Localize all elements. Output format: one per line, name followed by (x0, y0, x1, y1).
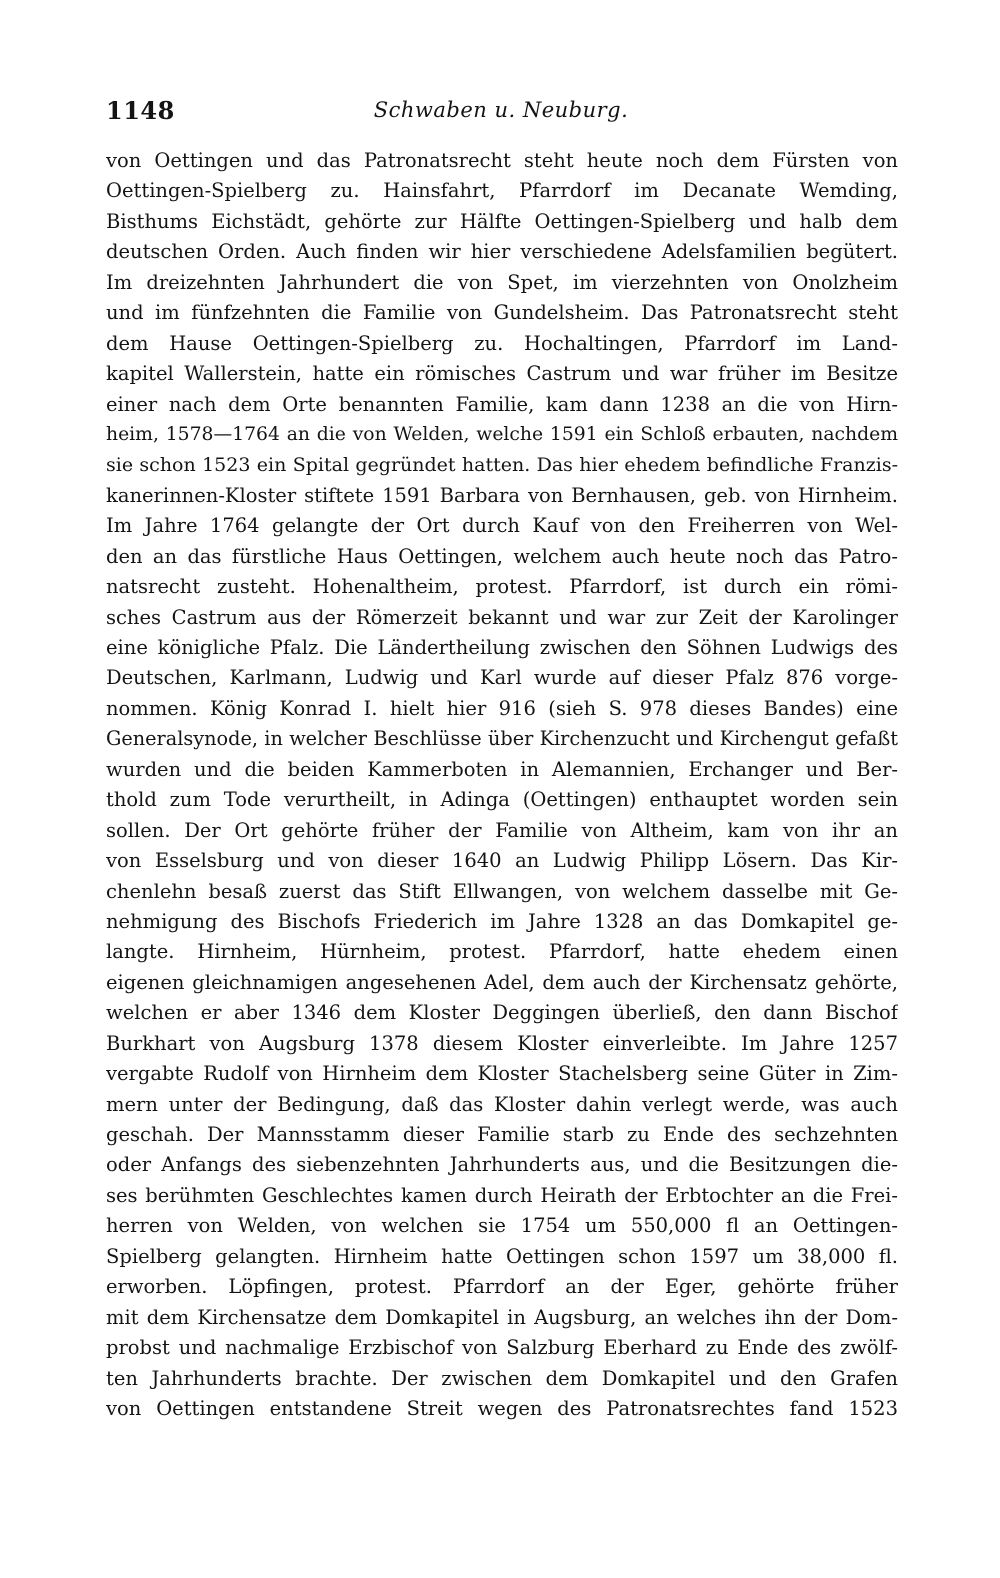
text-line: mern unter der Bedingung, daß das Kloster dahin verlegt werde, was auch (106, 1092, 898, 1116)
text-line: Bisthums Eichstädt, gehörte zur Hälfte Oettingen-Spielberg und halb dem (106, 209, 898, 233)
text-line: nommen. König Konrad I. hielt hier 916 (sieh S. 978 dieses Bandes) eine (106, 696, 898, 720)
text-line: probst und nachmalige Erzbischof von Salzburg Eberhard zu Ende des zwölf- (106, 1336, 898, 1360)
text-line: mit dem Kirchensatze dem Domkapitel in Augsburg, an welches ihn der Dom- (106, 1305, 898, 1329)
text-line: und im fünfzehnten die Familie von Gundelsheim. Das Patronatsrecht steht (106, 301, 898, 325)
text-line: erworben. Löpfingen, protest. Pfarrdorf an der Eger, gehörte früher (106, 1275, 898, 1299)
text-line: oder Anfangs des siebenzehnten Jahrhunderts aus, und die Besitzungen die- (106, 1153, 898, 1177)
text-line: herren von Welden, von welchen sie 1754 um 550,000 fl an Oettingen- (106, 1214, 898, 1238)
text-line: vergabte Rudolf von Hirnheim dem Kloster Stachelsberg seine Güter in Zim- (106, 1062, 898, 1086)
text-line: Burkhart von Augsburg 1378 diesem Kloster einverleibte. Im Jahre 1257 (106, 1031, 898, 1055)
text-line: nehmigung des Bischofs Friederich im Jahre 1328 an das Domkapitel ge- (106, 909, 898, 933)
text-line: von Oettingen entstandene Streit wegen des Patronatsrechtes fand 1523 (106, 1396, 898, 1420)
text-line: natsrecht zusteht. Hohenaltheim, protest. Pfarrdorf, ist durch ein römi- (106, 575, 898, 599)
text-line: Im dreizehnten Jahrhundert die von Spet, im vierzehnten von Onolzheim (106, 270, 898, 294)
text-line: einer nach dem Orte benannten Familie, kam dann 1238 an die von Hirn- (106, 392, 898, 416)
page-header (106, 96, 896, 136)
text-line: deutschen Orden. Auch finden wir hier verschiedene Adelsfamilien begütert. (106, 240, 898, 264)
text-line: kanerinnen-Kloster stiftete 1591 Barbara von Bernhausen, geb. von Hirnheim. (106, 483, 898, 507)
text-line: von Oettingen und das Patronatsrecht steht heute noch dem Fürsten von (106, 149, 898, 172)
page-number: 1148 (106, 96, 175, 125)
text-line: sollen. Der Ort gehörte früher der Familie von Altheim, kam von ihr an (106, 818, 898, 842)
text-line: thold zum Tode verurtheilt, in Adinga (Oettingen) enthauptet worden sein (106, 788, 898, 812)
text-line: Deutschen, Karlmann, Ludwig und Karl wurde auf dieser Pfalz 876 vorge- (106, 666, 898, 690)
text-line: welchen er aber 1346 dem Kloster Deggingen überließ, den dann Bischof (106, 1001, 898, 1025)
text-line: heim, 1578—1764 an die von Welden, welche 1591 ein Schloß erbauten, nachdem (106, 423, 898, 445)
text-line: Im Jahre 1764 gelangte der Ort durch Kauf von den Freiherren von Wel- (106, 514, 898, 538)
text-line: ses berühmten Geschlechtes kamen durch Heirath der Erbtochter an die Frei- (106, 1183, 898, 1207)
text-line: Spielberg gelangten. Hirnheim hatte Oettingen schon 1597 um 38,000 fl. (106, 1244, 898, 1268)
body-text (106, 146, 898, 1424)
text-line: dem Hause Oettingen-Spielberg zu. Hochaltingen, Pfarrdorf im Land- (106, 331, 898, 355)
text-line: den an das fürstliche Haus Oettingen, welchem auch heute noch das Patro- (106, 544, 898, 568)
text-line: wurden und die beiden Kammerboten in Alemannien, Erchanger und Ber- (106, 757, 898, 781)
text-line: eigenen gleichnamigen angesehenen Adel, dem auch der Kirchensatz gehörte, (106, 970, 898, 994)
text-line: sches Castrum aus der Römerzeit bekannt und war zur Zeit der Karolinger (106, 605, 898, 629)
text-line: geschah. Der Mannsstamm dieser Familie starb zu Ende des sechzehnten (106, 1123, 898, 1146)
text-line: Oettingen-Spielberg zu. Hainsfahrt, Pfarrdorf im Decanate Wemding, (106, 179, 898, 203)
running-title: Schwaben u. Neuburg. (373, 98, 629, 122)
text-line: von Esselsburg und von dieser 1640 an Ludwig Philipp Lösern. Das Kir- (106, 849, 898, 873)
text-line: chenlehn besaß zuerst das Stift Ellwangen, von welchem dasselbe mit Ge- (106, 879, 898, 903)
text-line: Generalsynode, in welcher Beschlüsse über Kirchenzucht und Kirchengut gefaßt (106, 727, 898, 751)
text-line: ten Jahrhunderts brachte. Der zwischen dem Domkapitel und den Grafen (106, 1366, 898, 1390)
text-line: langte. Hirnheim, Hürnheim, protest. Pfarrdorf, hatte ehedem einen (106, 940, 898, 964)
text-line: eine königliche Pfalz. Die Ländertheilung zwischen den Söhnen Ludwigs des (106, 636, 898, 659)
text-line: kapitel Wallerstein, hatte ein römisches Castrum und war früher im Besitze (106, 362, 898, 386)
text-line: sie schon 1523 ein Spital gegründet hatten. Das hier ehedem befindliche Franzis- (106, 454, 898, 477)
